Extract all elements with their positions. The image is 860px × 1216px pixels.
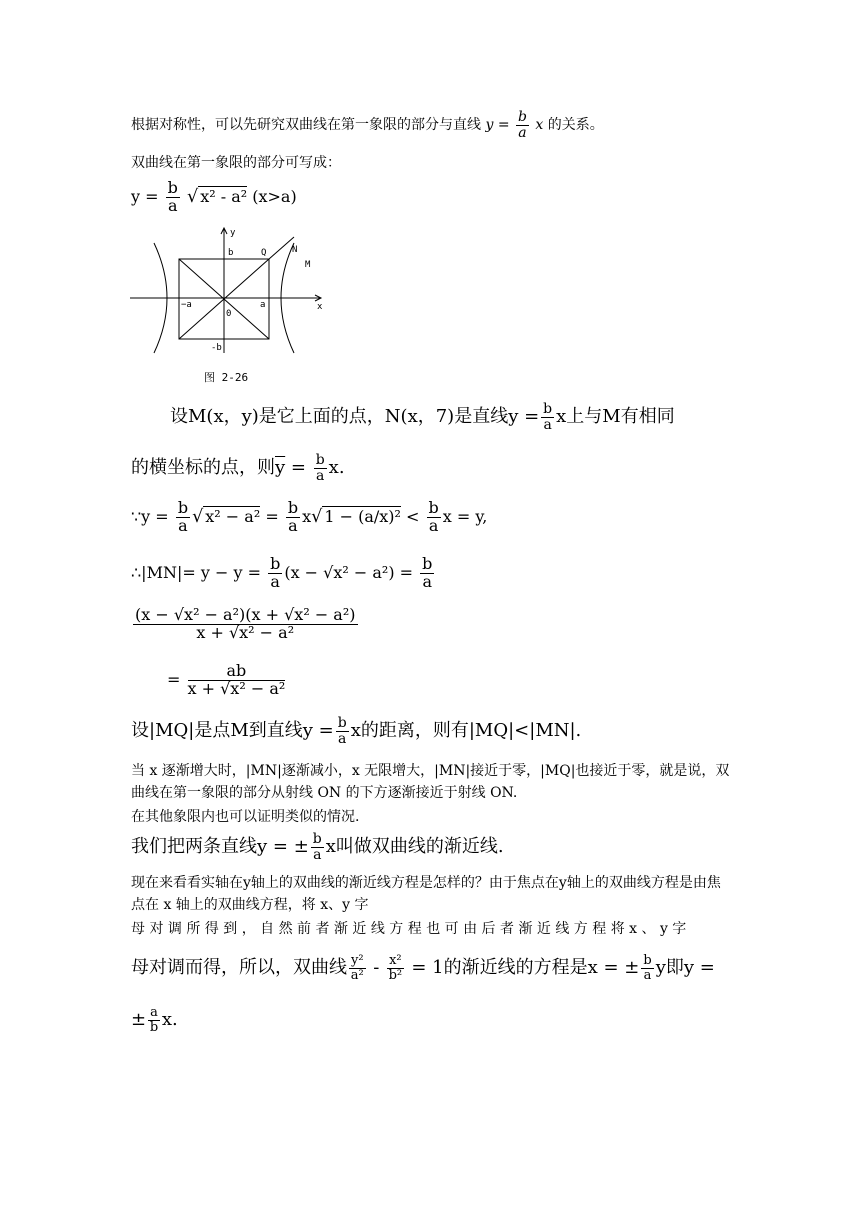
p15-frac1 xyxy=(349,954,366,982)
p16-pm: ± xyxy=(131,1009,147,1031)
p14-paragraph: 母 对 调 所 得 到 ， 自 然 前 者 渐 近 线 方 程 也 可 由 后 者 渐 近 线 方 程 将 x 、 y 字 xyxy=(131,921,687,937)
num: b xyxy=(422,554,433,573)
eq1-radicand: x² - a² xyxy=(200,186,248,206)
num: b xyxy=(643,952,652,968)
den: b² xyxy=(388,967,403,983)
num: b xyxy=(315,452,325,468)
p2-line xyxy=(131,152,341,172)
num: y² xyxy=(351,952,364,968)
p4-line xyxy=(131,453,345,483)
p5-frac1 xyxy=(176,500,190,535)
p9-frac xyxy=(336,716,349,746)
den: b xyxy=(149,1019,159,1035)
num: a xyxy=(150,1005,158,1020)
p5-eq: = xyxy=(260,506,284,526)
den: a² xyxy=(350,967,364,983)
sqrt-symbol: √ xyxy=(192,506,204,527)
den: a xyxy=(428,515,439,535)
label-M: M xyxy=(305,260,311,270)
den: a xyxy=(316,467,325,484)
num: ab xyxy=(188,663,286,681)
p4-a: 的横坐标的点，则 xyxy=(131,457,275,479)
p4-eq: = xyxy=(285,457,312,479)
label-origin: 0 xyxy=(226,309,232,319)
sqrt-symbol: √ xyxy=(186,186,199,207)
label-x: x xyxy=(317,302,323,312)
label-neg-a: −a xyxy=(181,300,192,310)
figure-caption: 图 2-26 xyxy=(204,371,249,384)
formula-x: x xyxy=(535,117,544,134)
num: b xyxy=(543,401,553,417)
p9-line xyxy=(131,716,581,746)
p3-line xyxy=(170,402,675,432)
p15-b: = 1的渐近线的方程是x = ± xyxy=(405,957,640,978)
den: a xyxy=(518,124,527,141)
num: b xyxy=(177,498,189,517)
p5-frac3 xyxy=(427,500,441,535)
label-b: b xyxy=(228,248,234,258)
p5-lt: < xyxy=(406,506,420,526)
p12-a: 我们把两条直线y = ± xyxy=(131,836,309,858)
p15-c: y即y = xyxy=(655,957,715,978)
p4-fraction xyxy=(314,453,327,483)
den: a xyxy=(643,967,652,983)
p12-b: x叫做双曲线的渐近线. xyxy=(325,836,504,858)
label-Q: Q xyxy=(261,248,267,258)
p12-frac xyxy=(311,832,324,862)
p11-paragraph: 在其他象限内也可以证明类似的情况. xyxy=(131,809,360,825)
p5-line xyxy=(131,500,487,535)
p13-paragraph: 现在来看看实轴在y轴上的双曲线的渐近线方程是怎样的？由于焦点在y轴上的双曲线方程是由焦点在 x 轴上的双曲线方程，将 x、y 字 xyxy=(131,875,721,913)
p6-mid: (x − √x² − a²) = xyxy=(284,562,414,582)
num: b xyxy=(167,178,178,197)
p3-fraction xyxy=(541,402,554,432)
intro-line xyxy=(131,110,604,140)
equation-1 xyxy=(131,180,297,215)
p16-line xyxy=(131,1006,178,1034)
p15-frac3 xyxy=(641,954,653,982)
num: b xyxy=(287,498,299,517)
p8-frac xyxy=(188,663,286,698)
p16-c: x. xyxy=(161,1009,178,1031)
eq1-condition: (x>a) xyxy=(252,186,297,206)
p5-because: ∵y = xyxy=(131,506,169,526)
p3-c: x上与M有相同 xyxy=(556,406,675,428)
label-N: N xyxy=(292,245,298,255)
p8-eq: = xyxy=(167,669,181,689)
intro-text: 根据对称性，可以先研究双曲线在第一象限的部分与直线 xyxy=(131,117,481,134)
intro-tail: 的关系。 xyxy=(547,117,604,134)
p7-fraction xyxy=(131,607,360,642)
p5-mid: x xyxy=(302,506,312,526)
num: (x − √x² − a²)(x + √x² − a²) xyxy=(135,605,356,624)
p2-text: 双曲线在第一象限的部分可写成： xyxy=(131,155,341,171)
p15-frac2 xyxy=(387,954,404,982)
p12-line xyxy=(131,832,504,862)
p6-line xyxy=(131,556,436,591)
num: b xyxy=(428,498,439,517)
fraction-b-over-a xyxy=(516,110,529,140)
p10-paragraph: 当 x 逐渐增大时，|MN|逐渐减小，x 无限增大，|MN|接近于零，|MQ|也接近于零，就是说，双曲线在第一象限的部分从射线 ON 的下方逐渐接近于射线 ON. xyxy=(131,763,730,801)
eq1-fraction xyxy=(166,180,180,215)
p15-line xyxy=(131,953,715,982)
label-neg-b: -b xyxy=(211,343,222,353)
p6-therefore: ∴|MN|= y − y = xyxy=(131,562,261,582)
hyperbola-figure xyxy=(128,225,333,385)
den: a xyxy=(543,416,552,433)
den: a xyxy=(422,571,433,591)
p8-line xyxy=(167,663,287,698)
num: b xyxy=(270,554,281,573)
p4-ybar: $\overline{y}$ xyxy=(275,457,286,479)
den: a xyxy=(288,515,298,535)
p5-rad2: 1 − (a/x)² xyxy=(324,506,401,526)
formula-y: y = xyxy=(485,117,510,134)
p7-frac xyxy=(133,607,358,642)
p9-b: x的距离，则有|MQ|<|MN|. xyxy=(350,720,582,742)
den: x + √x² − a² xyxy=(187,678,286,698)
p9-a: 设|MQ|是点M到直线y = xyxy=(131,720,334,742)
p3-b: 7)是直线y = xyxy=(435,406,540,428)
p6-frac1 xyxy=(268,556,282,591)
den: a xyxy=(338,730,347,747)
ray-ON xyxy=(269,237,294,259)
den: a xyxy=(167,195,178,215)
p6-frac2 xyxy=(420,556,434,591)
p5-frac2 xyxy=(286,500,300,535)
sqrt-symbol: √ xyxy=(311,506,323,527)
p4-c: x. xyxy=(328,457,345,479)
p3-a: 设M(x，y)是它上面的点，N(x， xyxy=(170,406,436,428)
p5-end: x = y, xyxy=(442,506,488,526)
p5-rad1: x² − a² xyxy=(205,506,261,526)
den: x + √x² − a² xyxy=(196,622,295,642)
eq1-pre: y = xyxy=(131,186,159,206)
num: b xyxy=(518,109,527,125)
p15-minus: - xyxy=(367,957,386,978)
p16-frac xyxy=(148,1006,160,1034)
num: b xyxy=(312,831,322,847)
num: b xyxy=(337,715,347,731)
den: a xyxy=(313,846,322,863)
den: a xyxy=(270,571,280,591)
num: x² xyxy=(389,952,402,968)
den: a xyxy=(178,515,188,535)
p15-a: 母对调而得，所以，双曲线 xyxy=(131,957,347,978)
label-y: y xyxy=(230,228,236,238)
label-a: a xyxy=(260,300,266,310)
